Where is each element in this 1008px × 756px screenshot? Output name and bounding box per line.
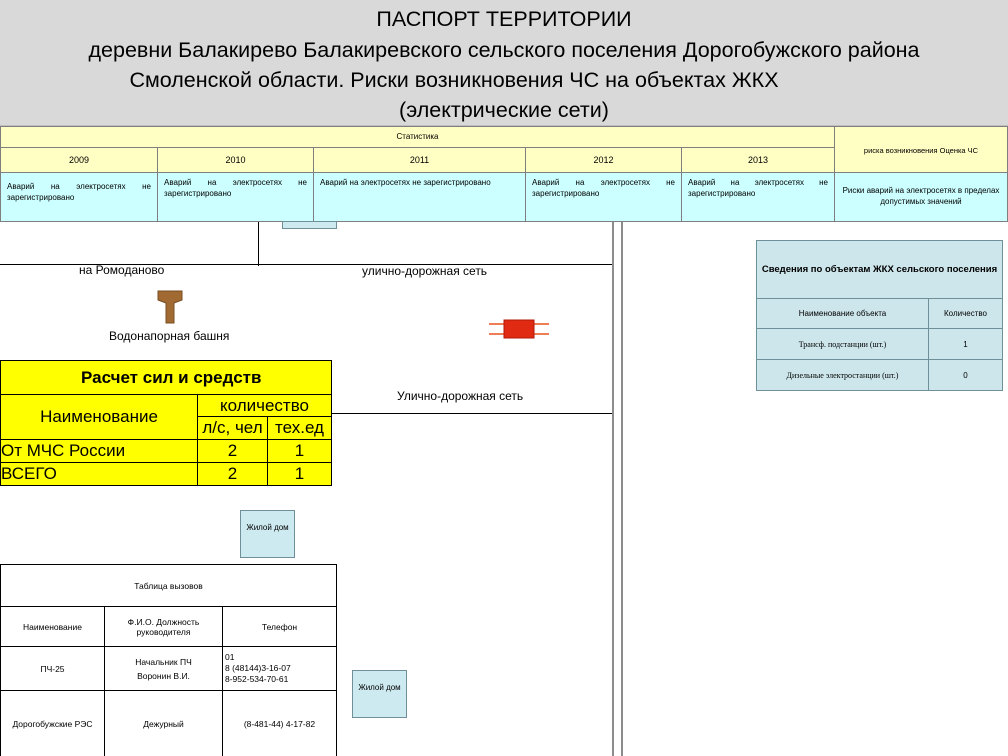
phone-number: (8-481-44) 4-17-82	[243, 718, 316, 729]
calls-title: Таблица вызовов	[1, 565, 337, 607]
forces-row-tech: 1	[268, 462, 332, 485]
year-value-cell: Аварий на электросетях не зарегистрировано	[0, 172, 158, 222]
calls-table	[0, 564, 337, 756]
calls-row-name: Дорогобужские РЭС	[1, 691, 105, 756]
forces-row-name: ВСЕГО	[1, 462, 198, 485]
risk-value-cell: Риски аварий на электросетях в пределах допустимых значений	[834, 172, 1008, 222]
road-line	[612, 222, 614, 756]
page-header	[0, 0, 1008, 126]
calls-row-phone	[223, 647, 337, 691]
forces-row-people: 2	[198, 462, 268, 485]
phone-number: 01	[225, 652, 235, 662]
forces-table	[0, 360, 332, 486]
page-subtitle-line-2: Смоленской области. Риски возникновения ЧС на объектах ЖКХ	[129, 68, 779, 92]
year-value-cell: Аварий на электросетях не зарегистрировано	[313, 172, 526, 222]
forces-row-people: 2	[198, 439, 268, 462]
utility-row-name: Дизельные электростанции (шт.)	[757, 360, 929, 391]
statistics-table	[0, 126, 1008, 222]
year-cell: 2013	[681, 147, 835, 173]
transformer-substation-icon	[489, 318, 549, 340]
year-cell: 2012	[525, 147, 682, 173]
year-cell: 2011	[313, 147, 526, 173]
utility-row-name: Трансф. подстанции (шт.)	[757, 329, 929, 360]
year-cell: 2010	[157, 147, 314, 173]
calls-col-person: Ф.И.О. Должность руководителя	[105, 607, 223, 647]
table-row	[1, 647, 337, 691]
page-title: ПАСПОРТ ТЕРРИТОРИИ	[376, 7, 632, 31]
phone-number: 8-952-534-70-61	[225, 674, 289, 684]
forces-title: Расчет сил и средств	[1, 361, 332, 395]
calls-row-person: Дежурный	[105, 691, 223, 756]
road-line	[621, 222, 623, 756]
utility-objects-table	[756, 240, 1003, 391]
utility-objects-title: Сведения по объектам ЖКХ сельского поселения	[757, 241, 1003, 299]
table-row	[1, 462, 332, 485]
table-row	[757, 329, 1003, 360]
residential-house: Жилой дом	[240, 510, 295, 558]
forces-col-qty: количество	[198, 395, 332, 417]
utility-col-qty: Количество	[929, 299, 1003, 329]
utility-row-qty: 1	[929, 329, 1003, 360]
road-line	[258, 222, 259, 266]
calls-row-phone	[223, 691, 337, 756]
calls-col-name: Наименование	[1, 607, 105, 647]
utility-row-qty: 0	[929, 360, 1003, 391]
label-romanovo: на Ромоданово	[79, 263, 165, 277]
table-row	[1, 439, 332, 462]
year-value-cell: Аварий на электросетях не зарегистрировано	[525, 172, 682, 222]
forces-row-tech: 1	[268, 439, 332, 462]
table-row	[1, 691, 337, 756]
building-partial	[282, 221, 337, 229]
year-cell: 2009	[0, 147, 158, 173]
forces-sub-tech: тех.ед	[268, 417, 332, 439]
forces-col-name: Наименование	[1, 395, 198, 439]
page-subtitle-line-3: (электрические сети)	[399, 98, 609, 122]
utility-col-name: Наименование объекта	[757, 299, 929, 329]
residential-house: Жилой дом	[352, 670, 407, 718]
label-road: Улично-дорожная сеть	[397, 389, 524, 403]
forces-row-name: От МЧС России	[1, 439, 198, 462]
label-water-tower: Водонапорная башня	[109, 329, 230, 343]
year-value-cell: Аварий на электросетях не зарегистрировано	[681, 172, 835, 222]
phone-number: 8 (48144)3-16-07	[225, 663, 291, 673]
page-subtitle-line-1: деревни Балакирево Балакиревского сельского поселения Дорогобужского района	[88, 38, 920, 62]
road-line	[332, 413, 612, 414]
calls-row-name: ПЧ-25	[1, 647, 105, 691]
statistics-header: Статистика	[0, 126, 835, 148]
water-tower-icon	[157, 290, 183, 324]
label-road: улично-дорожная сеть	[362, 264, 488, 278]
table-row	[757, 360, 1003, 391]
year-value-cell: Аварий на электросетях не зарегистрировано	[157, 172, 314, 222]
risk-header: риска возникновения Оценка ЧС	[834, 126, 1008, 173]
forces-sub-people: л/с, чел	[198, 417, 268, 439]
calls-row-person: Начальник ПЧ Воронин В.И.	[105, 647, 223, 691]
calls-col-phone: Телефон	[223, 607, 337, 647]
